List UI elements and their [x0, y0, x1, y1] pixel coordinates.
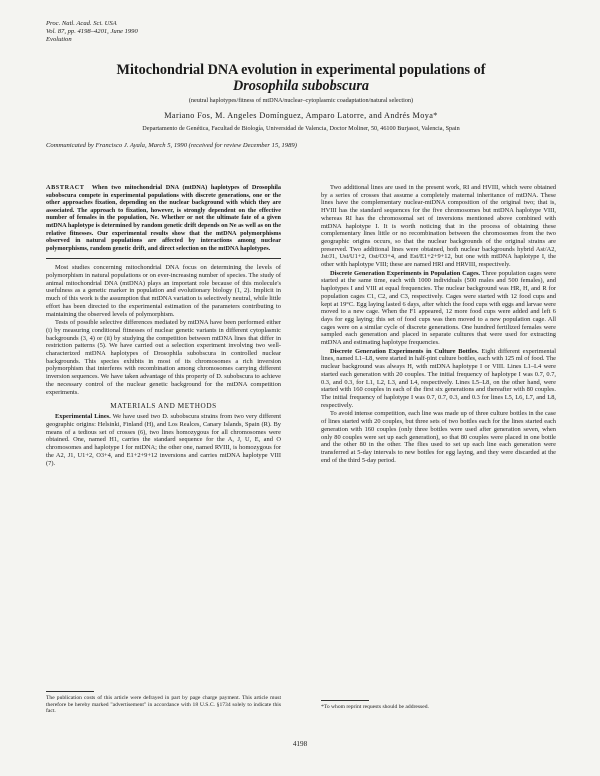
methods-runin-heading: Experimental Lines.: [55, 413, 111, 421]
right-paragraph-4: To avoid intense competition, each line was made up of three culture bottles in the case of lines started with 20 couples, but three sets of two bottles each for the lines started each generation with 160 couples (only three bottles were used after generation seven, when only 80 couples were set up each generation), so that 80 couples were placed in one bottle and the other 80 in the other. The flies used to set up each line each generation were transferred at 5-day intervals to new bottles for egg laying, and they were discarded at the end of the third 5-day period.: [321, 410, 556, 464]
article-title: [46, 62, 556, 94]
left-column: [46, 184, 281, 468]
right-paragraph-2-text: Three population cages were started at the same time, each with 1000 individuals (500 males and 500 females), and haplotypes I and VIII at equal frequencies. The nuclear background was HR, H, and R for population cages C1, C2, and C3, respectively. Cages were started with 12 food cups and kept at 19°C. Egg laying lasted 6 days, after which the food cups with eggs and larvae were moved to a new cage. When the F1 appeared, 12 more food cups were added and left 6 days for egg laying; this set of food cups was then moved to a new population cage. All cages were on a similar cycle of discrete generations. One hundred fertilized females were sampled each generation and placed in separate cultures that were used for extracting mtDNA and estimating haplotype frequencies.: [321, 269, 556, 347]
footnote-rule: [46, 691, 94, 692]
intro-paragraph-2: Tests of possible selective differences mediated by mtDNA have been performed either (i) by measuring conditional fitnesses of nuclear genetic variants in different cytoplasmic backgrounds (3, 4) or (ii) by studying the competition between mtDNA lines that differ in restriction patterns (5). We have carried out a selection experiment involving two well-characterized mtDNA haplotypes of Drosophila subobscura in controlled nuclear backgrounds. This species exhibits in most of its chromosomes a rich inversion polymorphism that interferes with recombination among chromosomes carrying different inversion sequences. We have taken advantage of this property of D. subobscura to achieve the necessary control of the nuclear genetic background for the mtDNA competition experiments.: [46, 319, 281, 396]
right-paragraph-3-text: Eight different experimental lines, named L1–L8, were started in half-pint culture bottles, each with 125 ml of food. The nuclear background was always H, with mtDNA haplotype I or VIII. Lines L1–L4 were started each generation with 20 couples. The initial frequency of haplotype I was 0.7, 0.7, 0.3, and 0.3, for L1, L2, L3, and L4, respectively. Lines L5–L8, on the other hand, were started with 160 couples in each of the first six generations and thereafter with 80 couples. The initial frequency of haplotype I was 0.7, 0.7, 0.3, and 0.3 for lines L5, L6, L7, and L8, respectively.: [321, 347, 556, 409]
abstract-label: ABSTRACT: [46, 184, 85, 191]
right-paragraph-1: Two additional lines are used in the present work, RI and HVIII, which were obtained by a series of crosses that assume a completely maternal inheritance of mtDNA. These lines have the complementary nuclear-mtDNA composition of the original two; that is, HVIII has the standard sequences for the five chromosomes but mtDNA haplotype VIII, whereas RI has the chromosomal set of inversions mentioned above combined with mtDNA haplotype I. It is worth noticing that in the process of obtaining these complementary lines little or no recombination between the chromosomes from the two geographic origins occurs, so that the nuclear backgrounds of the original strains are preserved. Two additional lines were obtained, both nuclear backgrounds hybrid Ast/A2, Jst/J1, Ust/U1+2, Ost/O3+4, and Est/E1+2+9+12, but one with mtDNA haplotype I, the other with haplotype VIII; these are named HRI and HRVIII, respectively.: [321, 184, 556, 269]
author-list: Mariano Fos, M. Angeles Domínguez, Amparo Latorre, and Andrés Moya*: [164, 111, 438, 120]
section-heading-methods: MATERIALS AND METHODS: [110, 402, 217, 411]
footnote-rule-right: [321, 700, 369, 701]
right-column: [321, 184, 556, 465]
abstract: [46, 184, 281, 259]
journal-header: [46, 20, 138, 44]
bottles-runin-heading: Discrete Generation Experiments in Culture Bottles.: [330, 347, 479, 355]
page-number: 4198: [292, 740, 308, 748]
footnote-reprint-text: *To whom reprint requests should be addressed.: [321, 704, 429, 710]
abstract-text: When two mitochondrial DNA (mtDNA) haplotypes of Drosophila subobscura compete in experimental populations with discrete generations, one or the other approaches fixation, depending on the nuclear background with which they are associated. The approach to fixation, however, is strongly dependent on the effective number of females in the population, Ne. Whether or not the ultimate fate of a given mtDNA haplotype is determined by random genetic drift depends on Ne as well as on the relative fitnesses. Our experimental results show that the mtDNA polymorphisms observed in natural populations are affected by interactions among nuclear polymorphisms, random genetic drift, and direct selection on the mtDNA haplotypes.: [46, 184, 281, 252]
journal-volume: Vol. 87, pp. 4198–4201, June 1990: [46, 28, 138, 35]
right-paragraph-2: [321, 270, 556, 347]
cages-runin-heading: Discrete Generation Experiments in Population Cages.: [330, 269, 481, 277]
footnote-text: The publication costs of this article were defrayed in part by page charge payment. This article must therefore be hereby marked "advertisement" in accordance with 18 U.S.C. §1734 solely to indicate this fact.: [46, 695, 281, 715]
title-line-1: Mitochondrial DNA evolution in experimental populations of: [116, 62, 486, 78]
methods-paragraph-1-text: We have used two D. subobscura strains from two very different geographic origins: Helsinki, Finland (H), and Los Realces, Canary Islands, Spain (R). By means of a tedious set of crosses (6), two lines homozygous for all chromosomes were obtained. One, named H1, carries the standard sequence for the A, J, U, E, and O chromosomes and haplotype I for mtDNA; the other one, named RVIII, is homozygous for the A2, J1, U1+2, O3+4, and E1+2+9+12 inversions and carries mtDNA haplotype VIII (7).: [46, 413, 282, 467]
communicated-by: Communicated by Francisco J. Ayala, March 5, 1990 (received for review December 15, 1989): [46, 142, 297, 149]
footnote-publication-costs: [46, 691, 281, 715]
intro-paragraph-1: Most studies concerning mitochondrial DNA focus on determining the levels of polymorphism in natural populations or on ever-increasing number of species. The study of animal mitochondrial DNA (mtDNA) plays an important role because of this molecule's usefulness as a genetic marker in population and evolutionary biology (1, 2). Implicit in much of this work is the assumption that mtDNA variation is selectively neutral, while little effort has been directed to the experimental estimation of the parameters contributing to maintaining the observed levels of polymorphism.: [46, 264, 281, 318]
right-paragraph-3: [321, 348, 556, 410]
affiliation: Departamento de Genética, Facultad de Biología, Universidad de Valencia, Doctor Moliner, 50, 46100 Burjasot, Valencia, Spain: [142, 125, 460, 132]
keywords: (neutral haplotypes/fitness of mtDNA/nuclear–cytoplasmic coadaptation/natural selection): [188, 97, 414, 104]
title-line-2: Drosophila subobscura: [232, 78, 369, 94]
journal-section: Evolution: [46, 36, 72, 43]
footnote-reprint: [321, 700, 556, 711]
journal-name: Proc. Natl. Acad. Sci. USA: [46, 20, 117, 27]
methods-paragraph-1: [46, 413, 281, 467]
